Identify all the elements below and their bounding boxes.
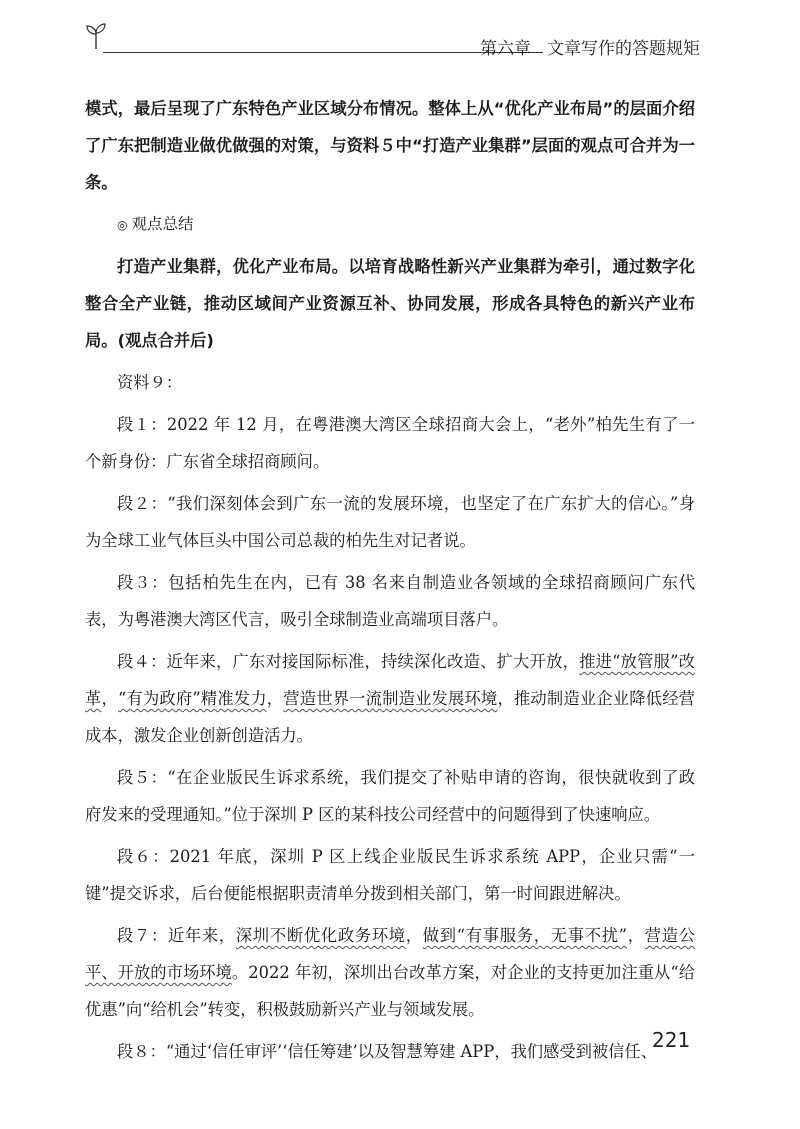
punctuation: ，	[405, 926, 423, 945]
page-body	[85, 90, 695, 1075]
running-header	[85, 22, 700, 62]
paragraph-2: 段２：“我们深刻体会到广东一流的发展环境，也坚定了在广东扩大的信心。”身为全球工业气体巨头中国公司总裁的柏先生对记者说。	[85, 494, 695, 550]
punctuation: ，	[266, 689, 284, 708]
paragraph-8: 段８：“通过‘信任审评’‘信任筹建’以及智慧筹建 APP，我们感受到被信任、	[117, 1042, 658, 1061]
header-rule	[103, 52, 543, 53]
paragraph-5: 段５：“在企业版民生诉求系统，我们提交了补贴申请的咨询，很快就收到了政府发来的受理通知。”位于深圳 P 区的某科技公司经营中的问题得到了快速响应。	[85, 768, 695, 824]
material-title: 资料９：	[117, 373, 183, 392]
page-number: 221	[652, 1028, 691, 1052]
underlined-phrase: 推进“放管服”改革	[85, 652, 695, 708]
summary-paragraph: 打造产业集群，优化产业布局。以培育战略性新兴产业集群为牵引，通过数字化整合全产业链，推动区域间产业资源互补、协同发展，形成各具特色的新兴产业布局。(观点合并后)	[85, 257, 695, 350]
paragraph-1: 段１：2022 年 12 月，在粤港澳大湾区全球招商大会上，“老外”柏先生有了一个新身份：广东省全球招商顾问。	[85, 415, 695, 471]
underlined-phrase: 营造公平、开放的市场环境	[85, 926, 695, 982]
paragraph-4	[85, 643, 695, 754]
paragraph-3: 段３：包括柏先生在内，已有 38 名来自制造业各领域的全球招商顾问广东代表，为粤港澳大湾区代言，吸引全球制造业高端项目落户。	[85, 573, 695, 629]
summary-heading	[85, 206, 695, 243]
punctuation: ，	[627, 926, 645, 945]
chapter-heading	[480, 34, 700, 59]
paragraph-4-text: ，推动制造业企业降低经营成本，激发企业创新创造活力。	[85, 689, 695, 745]
punctuation: ，	[101, 689, 118, 708]
chapter-title: 文章写作的答题规矩	[547, 39, 700, 59]
sprout-icon	[85, 22, 107, 50]
intro-paragraph: 模式，最后呈现了广东特色产业区域分布情况。整体上从“优化产业布局”的层面介绍了广东把制造业做优做强的对策，与资料５中“打造产业集群”层面的观点可合并为一条。	[85, 99, 695, 192]
summary-heading-label: 观点总结	[131, 215, 194, 233]
paragraph-7	[85, 917, 695, 1028]
underlined-phrase: 深圳不断优化政务环境	[235, 926, 406, 945]
paragraph-7-text: 段７：近年来，	[117, 926, 236, 945]
paragraph-4-text: 段４：近年来，广东对接国际标准，持续深化改造、扩大开放，	[117, 652, 580, 671]
chapter-number: 第六章	[480, 39, 531, 59]
underlined-phrase: 做到“有事服务，无事不扰”	[422, 926, 628, 945]
circle-bullet-icon: ◎	[117, 218, 128, 232]
underlined-phrase: “有为政府”精准发力	[117, 689, 267, 708]
paragraph-7-text: 。2022 年初，深圳出台改革方案，对企业的支持更加注重从“给优惠”向“给机会”转变，积极鼓励新兴产业与领域发展。	[85, 963, 695, 1019]
underlined-phrase: 营造世界一流制造业发展环境	[283, 689, 498, 708]
paragraph-6: 段６：2021 年底，深圳 P 区上线企业版民生诉求系统 APP，企业只需“一键”提交诉求，后台便能根据职责清单分拨到相关部门，第一时间跟进解决。	[85, 847, 695, 903]
